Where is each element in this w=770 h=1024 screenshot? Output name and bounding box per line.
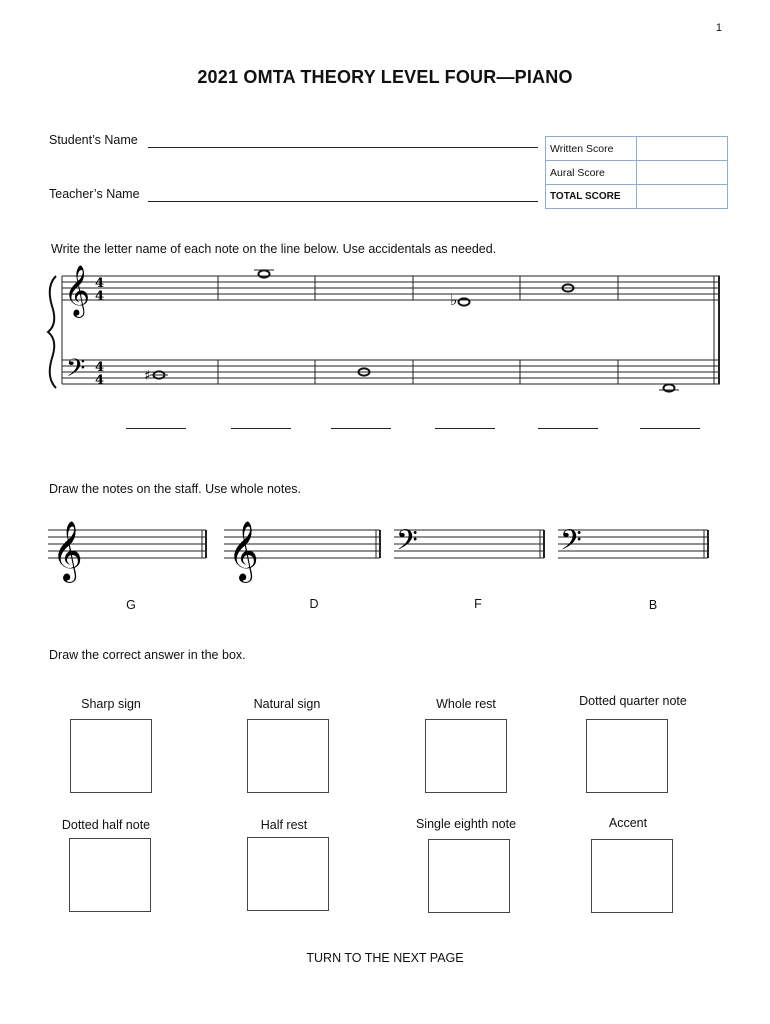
- barlines: [62, 276, 719, 384]
- treble-time-bottom: 4: [95, 289, 105, 304]
- label-accent: Accent: [608, 816, 648, 830]
- teacher-name-label: Teacher’s Name: [49, 187, 140, 201]
- total-score-value[interactable]: [637, 185, 728, 209]
- answer-line-5[interactable]: [538, 427, 598, 429]
- bass-time-top: 4: [95, 360, 105, 375]
- label-natural-sign: Natural sign: [253, 697, 321, 711]
- label-sharp-sign: Sharp sign: [81, 697, 141, 711]
- label-dotted-quarter-note: Dotted quarter note: [579, 694, 687, 708]
- written-score-label: Written Score: [546, 137, 637, 161]
- answer-box-sharp-sign[interactable]: [70, 719, 152, 793]
- score-row-written: [546, 137, 728, 161]
- note-label-g: G: [126, 598, 136, 612]
- answer-line-1[interactable]: [126, 427, 186, 429]
- label-dotted-half-note: Dotted half note: [61, 818, 151, 832]
- draw-notes-staves[interactable]: [46, 512, 716, 592]
- teacher-name-field[interactable]: [148, 187, 538, 202]
- answer-box-dotted-half-note[interactable]: [69, 838, 151, 912]
- score-row-aural: [546, 161, 728, 185]
- whole-note: [664, 384, 675, 391]
- total-score-label: TOTAL SCORE: [546, 185, 637, 209]
- answer-line-3[interactable]: [331, 427, 391, 429]
- answer-line-6[interactable]: [640, 427, 700, 429]
- aural-score-label: Aural Score: [546, 161, 637, 185]
- score-table: [545, 136, 728, 209]
- bass-clef-icon: 𝄢: [66, 354, 86, 389]
- answer-box-single-eighth-note[interactable]: [428, 839, 510, 913]
- label-whole-rest: Whole rest: [436, 697, 496, 711]
- answer-box-whole-rest[interactable]: [425, 719, 507, 793]
- page-title: 2021 OMTA THEORY LEVEL FOUR—PIANO: [197, 67, 573, 87]
- answer-box-half-rest[interactable]: [247, 837, 329, 911]
- whole-note: [259, 270, 270, 277]
- student-name-field[interactable]: [148, 133, 538, 148]
- treble-time-top: 4: [95, 276, 105, 291]
- score-row-total: [546, 185, 728, 209]
- answer-box-accent[interactable]: [591, 839, 673, 913]
- answer-line-2[interactable]: [231, 427, 291, 429]
- bass-time-bottom: 4: [95, 373, 105, 388]
- written-score-value[interactable]: [637, 137, 728, 161]
- treble-clef-icon: 𝄞: [228, 521, 259, 581]
- note-label-b: B: [648, 598, 658, 612]
- answer-line-4[interactable]: [435, 427, 495, 429]
- flat-accidental: ♭: [450, 291, 458, 309]
- treble-clef-icon: 𝄞: [64, 265, 91, 316]
- treble-staff-lines: [62, 276, 720, 300]
- note-label-d: D: [309, 597, 319, 611]
- section1-instruction: Write the letter name of each note on the line below. Use accidentals as needed.: [51, 242, 497, 256]
- answer-box-natural-sign[interactable]: [247, 719, 329, 793]
- sharp-accidental: ♯: [144, 368, 151, 384]
- whole-note: [459, 298, 470, 305]
- grand-staff: [44, 262, 734, 397]
- treble-clef-icon: 𝄞: [52, 521, 83, 581]
- label-single-eighth-note: Single eighth note: [415, 817, 517, 831]
- section3-instruction: Draw the correct answer in the box.: [49, 648, 246, 662]
- note-label-f: F: [474, 597, 482, 611]
- student-name-label: Student’s Name: [49, 133, 138, 147]
- bass-clef-icon: 𝄢: [560, 524, 582, 564]
- bass-clef-icon: 𝄢: [396, 524, 418, 564]
- aural-score-value[interactable]: [637, 161, 728, 185]
- page-number: 1: [715, 22, 722, 34]
- answer-box-dotted-quarter-note[interactable]: [586, 719, 668, 793]
- label-half-rest: Half rest: [260, 818, 308, 832]
- section2-instruction: Draw the notes on the staff. Use whole notes.: [49, 482, 301, 496]
- brace: [48, 276, 56, 388]
- footer-next-page: TURN TO THE NEXT PAGE: [306, 951, 464, 965]
